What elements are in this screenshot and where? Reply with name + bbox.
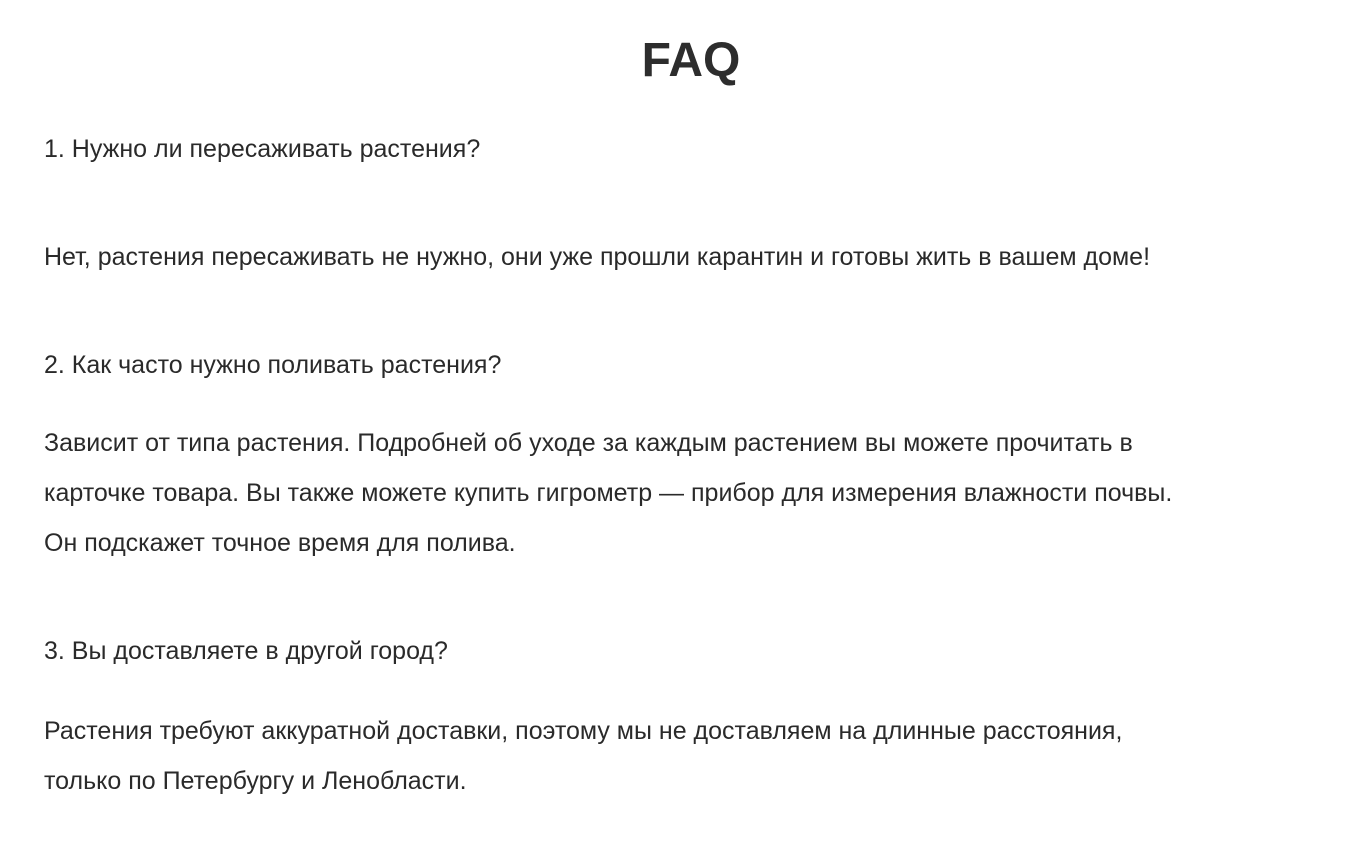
faq-question-3: 3. Вы доставляете в другой город?	[44, 637, 448, 665]
page-title: FAQ	[641, 34, 741, 87]
faq-answer-3-line-1: Растения требуют аккуратной доставки, поэтому мы не доставляем на длинные расстояния,	[44, 717, 1123, 745]
faq-answer-2-line-3: Он подскажет точное время для полива.	[44, 529, 516, 557]
faq-answer-3	[44, 706, 1122, 806]
faq-question-2: 2. Как часто нужно поливать растения?	[44, 351, 502, 379]
faq-answer-2-line-1: Зависит от типа растения. Подробней об уходе за каждым растением вы можете прочитать в	[44, 429, 1133, 457]
faq-answer-2	[44, 418, 1172, 568]
faq-question-1: 1. Нужно ли пересаживать растения?	[44, 135, 481, 163]
faq-answer-1	[44, 232, 1150, 282]
faq-answer-2-line-2: карточке товара. Вы также можете купить гигрометр — прибор для измерения влажности почвы.	[44, 479, 1173, 507]
faq-answer-3-line-2: только по Петербургу и Ленобласти.	[44, 767, 467, 795]
faq-answer-1-line-1: Нет, растения пересаживать не нужно, они уже прошли карантин и готовы жить в вашем доме!	[44, 243, 1151, 271]
